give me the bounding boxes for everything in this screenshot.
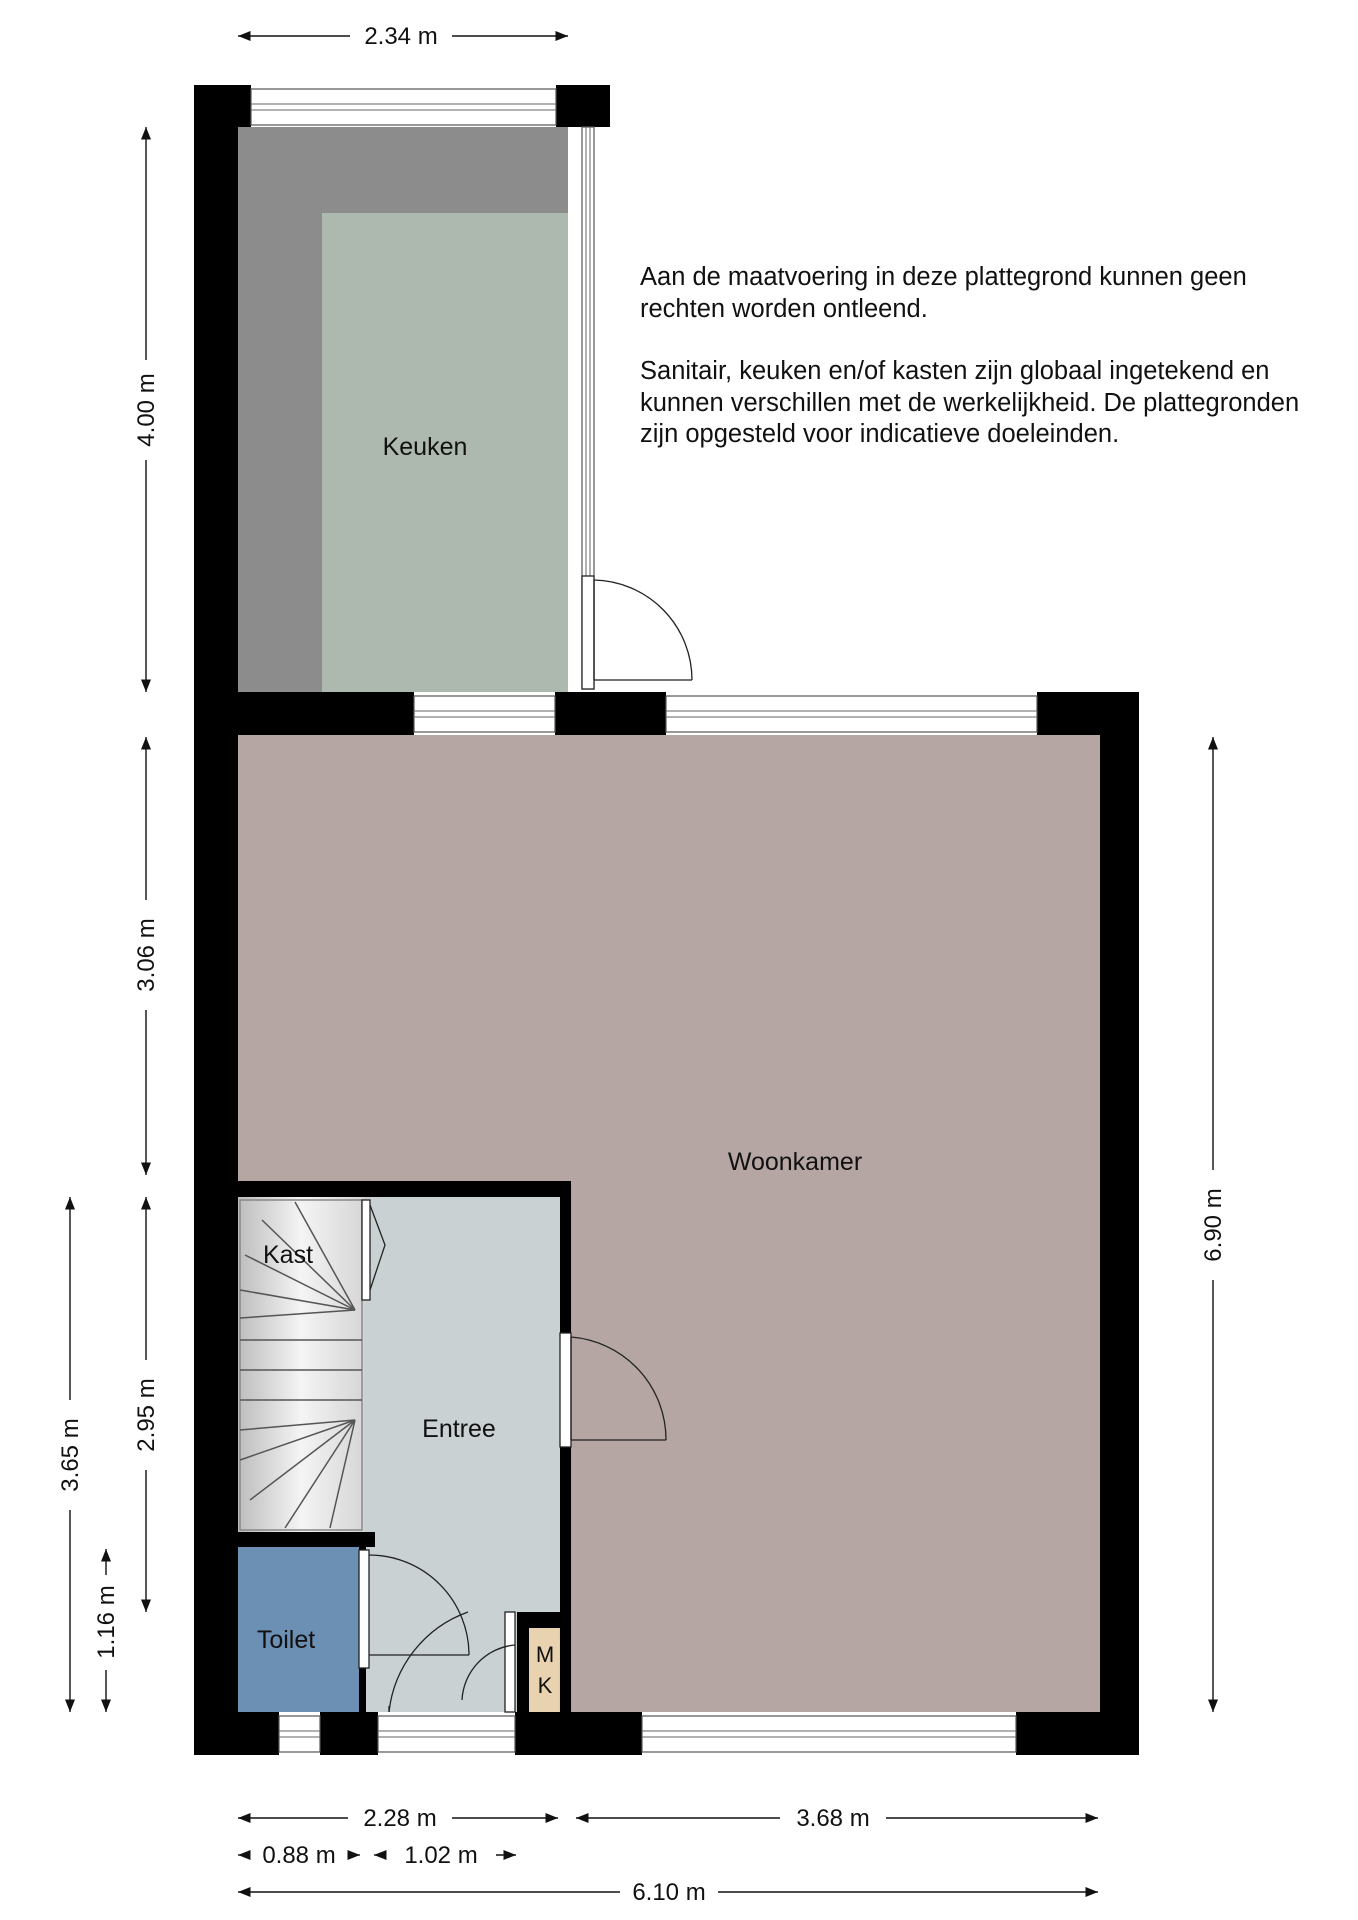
living-bottom-window xyxy=(642,1716,1016,1752)
room-label-entree: Entree xyxy=(422,1415,496,1443)
dim-entry-height: 2.95 m xyxy=(133,1378,160,1452)
dim-right-height: 6.90 m xyxy=(1200,1188,1227,1262)
toilet-bottom-window xyxy=(279,1716,320,1752)
disclaimer-paragraph-1: Aan de maatvoering in deze plattegrond kunnen geen rechten worden ontleend. xyxy=(640,263,1247,323)
dim-bottom-right: 3.68 m xyxy=(796,1805,870,1832)
living-top-window-2 xyxy=(666,696,1037,732)
room-label-toilet: Toilet xyxy=(256,1626,316,1654)
room-label-keuken: Keuken xyxy=(382,433,468,461)
dim-left-total: 3.65 m xyxy=(57,1418,84,1492)
entree-bottom-window xyxy=(378,1716,515,1752)
living-top-window-1 xyxy=(414,696,555,732)
kitchen-top-window xyxy=(251,89,556,125)
room-label-woonkamer: Woonkamer xyxy=(727,1148,863,1176)
kitchen-door xyxy=(582,576,692,689)
room-label-kast: Kast xyxy=(262,1241,314,1269)
meter-cupboard-floor xyxy=(529,1628,559,1712)
disclaimer-paragraph-2: Sanitair, keuken en/of kasten zijn globaal ingetekend en kunnen verschillen met de werkelijkheid. De plattegronden zijn opgesteld voor indicatieve doeleinden. xyxy=(640,357,1300,448)
dim-bottom-toilet: 0.88 m xyxy=(262,1842,336,1869)
dim-bottom-door: 1.02 m xyxy=(404,1842,478,1869)
dim-bottom-left: 2.28 m xyxy=(363,1805,437,1832)
dim-top-width: 2.34 m xyxy=(364,23,438,50)
dim-kitchen-height: 4.00 m xyxy=(133,373,160,447)
dim-living-upper: 3.06 m xyxy=(133,918,160,992)
dim-toilet-height: 1.16 m xyxy=(93,1585,120,1659)
dim-bottom-total: 6.10 m xyxy=(632,1879,706,1906)
kitchen-counter-left xyxy=(238,127,322,692)
meter-cupboard-label-m: M xyxy=(535,1642,555,1667)
disclaimer-note xyxy=(640,262,1330,482)
meter-cupboard-label-k: K xyxy=(537,1673,553,1698)
